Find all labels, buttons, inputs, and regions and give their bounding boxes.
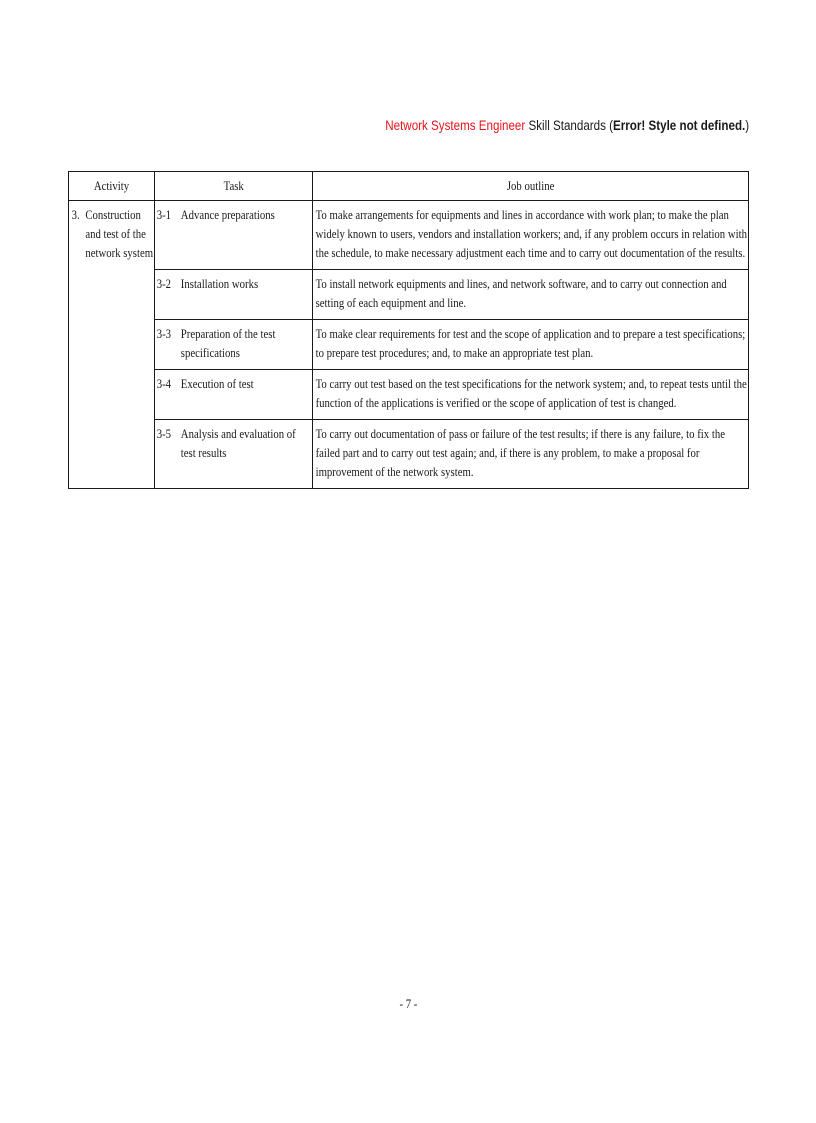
task-number: 3-5 bbox=[156, 427, 172, 441]
table-row bbox=[69, 201, 749, 270]
task-cell bbox=[155, 320, 313, 370]
header-error-text: Error! Style not defined. bbox=[612, 118, 746, 133]
col-header-job-outline: Job outline bbox=[313, 172, 749, 201]
table-row bbox=[69, 420, 749, 489]
task-number: 3-3 bbox=[156, 327, 172, 341]
job-outline-cell: To make arrangements for equipments and lines in accordance with work plan; to make the plan widely known to users, vendors and installation workers; and, if any problem occurs in relation with the schedule, to make necessary adjustment each time and to carry out documentation of the results. bbox=[313, 201, 749, 270]
task-label: Analysis and evaluation of test results bbox=[180, 427, 296, 460]
activity-text: Construction and test of the network system bbox=[85, 208, 154, 260]
header-close-paren: ) bbox=[745, 118, 749, 133]
page-number: - 7 - bbox=[399, 997, 417, 1011]
header-subtitle: Skill Standards ( bbox=[525, 118, 613, 133]
job-outline-cell: To carry out test based on the test specifications for the network system; and, to repeat tests until the function of the applications is verified or the scope of application of test is changed. bbox=[313, 370, 749, 420]
table-row bbox=[69, 320, 749, 370]
page-header bbox=[385, 118, 749, 133]
task-cell bbox=[155, 201, 313, 270]
task-cell bbox=[155, 370, 313, 420]
activity-cell bbox=[69, 201, 155, 489]
table-row bbox=[69, 270, 749, 320]
task-label: Installation works bbox=[180, 277, 259, 291]
task-number: 3-1 bbox=[156, 208, 172, 222]
table-header-row bbox=[69, 172, 749, 201]
job-outline-cell: To install network equipments and lines, and network software, and to carry out connection and setting of each equipment and line. bbox=[313, 270, 749, 320]
job-outline-cell: To carry out documentation of pass or failure of the test results; if there is any failure, to fix the failed part and to carry out test again; and, if there is any problem, to make a proposal for improvement of the network system. bbox=[313, 420, 749, 489]
task-label: Advance preparations bbox=[180, 208, 275, 222]
task-number: 3-4 bbox=[156, 377, 172, 391]
task-cell bbox=[155, 270, 313, 320]
header-title: Network Systems Engineer bbox=[385, 118, 526, 133]
col-header-activity: Activity bbox=[69, 172, 155, 201]
task-label: Preparation of the test specifications bbox=[180, 327, 276, 360]
table-row bbox=[69, 370, 749, 420]
col-header-task: Task bbox=[155, 172, 313, 201]
task-label: Execution of test bbox=[180, 377, 254, 391]
activity-number: 3. bbox=[71, 208, 80, 222]
task-number: 3-2 bbox=[156, 277, 172, 291]
task-cell bbox=[155, 420, 313, 489]
job-table bbox=[68, 171, 749, 489]
job-outline-cell: To make clear requirements for test and the scope of application and to prepare a test specifications; to prepare test procedures; and, to make an appropriate test plan. bbox=[313, 320, 749, 370]
